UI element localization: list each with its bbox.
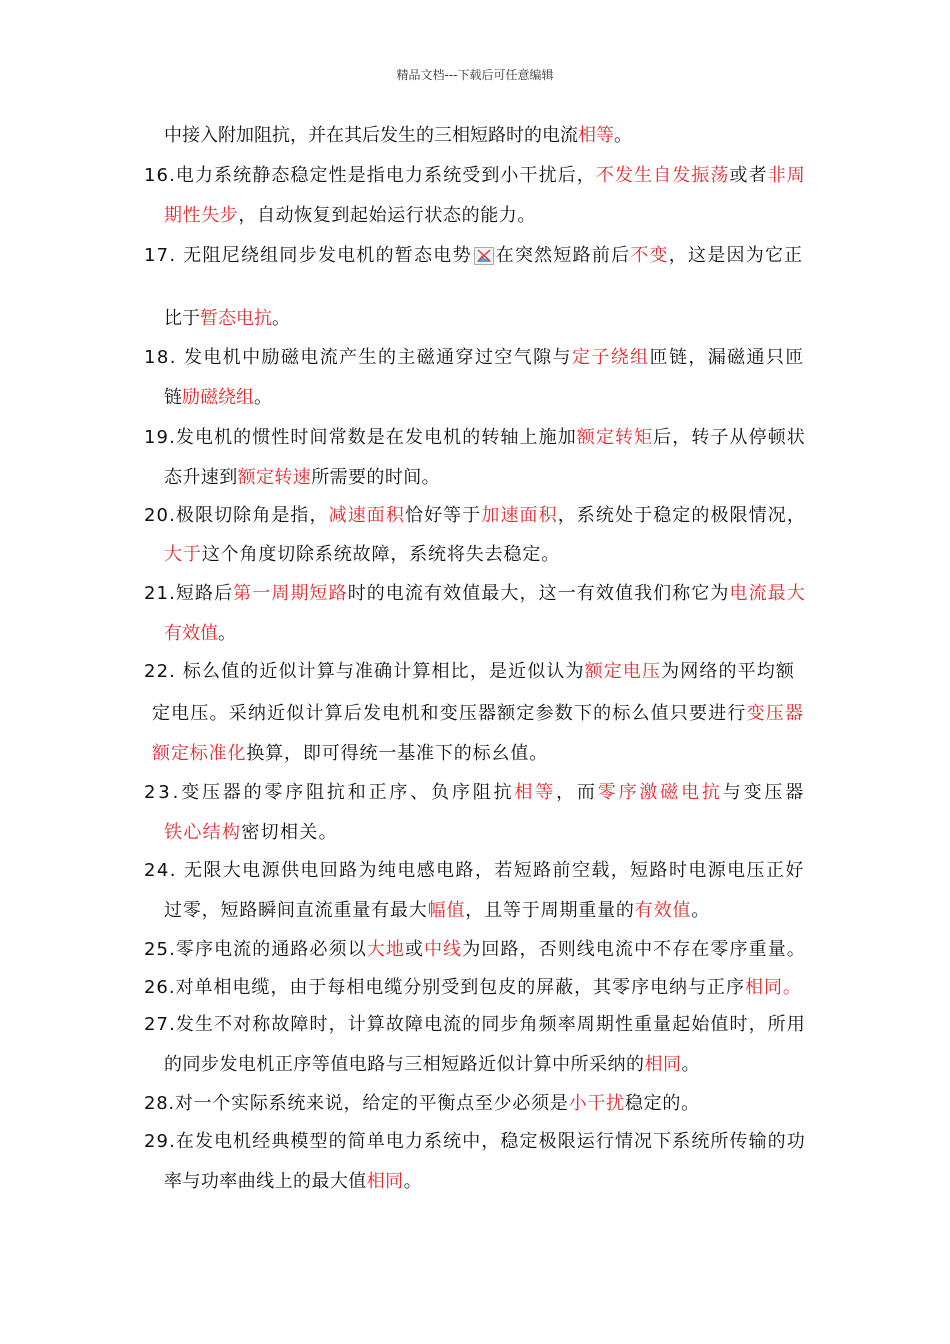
line-text: 。	[272, 308, 290, 329]
text-line	[144, 346, 805, 370]
broken-image-icon	[473, 244, 495, 268]
line-text: 。	[403, 1171, 423, 1192]
line-text: 中接入附加阻抗，并在其后发生的三相短路时的电流	[164, 125, 578, 146]
answer-text: 铁心结构	[164, 822, 242, 843]
text-line	[164, 1170, 422, 1194]
line-text: 的同步发电机正序等值电路与三相短路近似计算中所采纳的	[164, 1054, 645, 1075]
line-text: 比于	[164, 308, 200, 329]
line-text: 密切相关。	[241, 822, 338, 843]
text-line	[144, 164, 806, 188]
answer-text: 大地	[366, 939, 405, 960]
text-line	[152, 742, 548, 766]
answer-text: 第一周期短路	[233, 583, 348, 604]
line-text: 在突然短路前后	[495, 245, 631, 266]
answer-text: 减速面积	[328, 505, 405, 526]
text-line	[144, 976, 802, 1000]
line-text: 21.短路后	[144, 583, 234, 604]
text-line	[164, 1053, 700, 1077]
text-line	[164, 204, 536, 228]
text-line	[164, 622, 236, 646]
answer-text: 有效值	[634, 900, 692, 921]
line-text: 这个角度切除系统故障，系统将失去稳定。	[201, 544, 561, 565]
line-text: 19.发电机的惯性时间常数是在发电机的转轴上施加	[144, 427, 577, 448]
text-line	[144, 1092, 700, 1116]
text-line	[144, 426, 806, 450]
answer-text: 相同。	[744, 977, 802, 998]
line-text: 。	[254, 387, 272, 408]
line-text: 匝链，漏磁通只匝	[649, 347, 805, 368]
text-line	[144, 938, 806, 962]
answer-text: 额定电压	[584, 661, 662, 682]
line-text: 后，转子从停顿状	[653, 427, 806, 448]
line-text: 或者	[729, 165, 768, 186]
line-text: 18. 发电机中励磁电流产生的主磁通穿过空气隙与	[144, 347, 572, 368]
answer-text: 额定转矩	[576, 427, 654, 448]
text-line	[144, 1130, 806, 1154]
line-text: 换算，即可得统一基准下的标幺值。	[246, 743, 549, 764]
line-text: 时的电流有效值最大，这一有效值我们称它为	[347, 583, 730, 604]
text-line	[164, 543, 560, 567]
answer-text: 相同	[366, 1171, 404, 1192]
line-text: 为网络的平均额	[661, 661, 796, 682]
text-line	[164, 386, 272, 410]
answer-text: 相等	[514, 782, 557, 803]
line-text: 。	[614, 125, 632, 146]
line-text: ，自动恢复到起始运行状态的能力。	[238, 205, 537, 226]
text-line	[144, 1013, 806, 1037]
line-text: 20.极限切除角是指，	[144, 505, 329, 526]
line-text: 27.发生不对称故障时，计算故障电流的同步角频率周期性重量起始值时，所用	[144, 1014, 806, 1035]
answer-text: 加速面积	[481, 505, 558, 526]
line-text: 为回路，否则线电流中不存在零序重量。	[462, 939, 806, 960]
answer-text: 中线	[424, 939, 463, 960]
text-line	[144, 660, 795, 684]
answer-text: 期性失步	[164, 205, 239, 226]
text-line	[152, 702, 804, 726]
line-text: ，且等于周期重量的	[465, 900, 635, 921]
line-text: ，系统处于稳定的极限情况，	[557, 505, 806, 526]
line-text: 或	[404, 939, 425, 960]
line-text: 22. 标么值的近似计算与准确计算相比，是近似认为	[144, 661, 585, 682]
line-text: 态升速到	[164, 467, 238, 488]
answer-text: 小干扰	[568, 1093, 625, 1114]
line-text: 16.电力系统静态稳定性是指电力系统受到小干扰后，	[144, 165, 596, 186]
answer-text: 暂态电抗	[200, 308, 272, 329]
line-text: 26.对单相电缆，由于每相电缆分别受到包皮的屏蔽，其零序电纳与正序	[144, 977, 745, 998]
text-line	[164, 124, 632, 148]
answer-text: 幅值	[427, 900, 466, 921]
text-line	[164, 899, 710, 923]
line-text: 28.对一个实际系统来说，给定的平衡点至少必须是	[144, 1093, 569, 1114]
answer-text: 有效值	[164, 623, 218, 644]
answer-text: 定子绕组	[571, 347, 650, 368]
answer-text: 额定标准化	[152, 743, 247, 764]
answer-text: 电流最大	[729, 583, 806, 604]
line-text: 29.在发电机经典模型的简单电力系统中，稳定极限运行情况下系统所传输的功	[144, 1131, 806, 1152]
line-text: 。	[681, 1054, 700, 1075]
text-line	[144, 781, 806, 805]
answer-text: 相等	[578, 125, 614, 146]
line-text: 链	[164, 387, 182, 408]
line-text: 24. 无限大电源供电回路为纯电感电路，若短路前空载，短路时电源电压正好	[144, 860, 805, 881]
answer-text: 大于	[164, 544, 202, 565]
text-line	[164, 307, 290, 331]
line-text: 与变压器	[722, 782, 807, 803]
answer-text: 不发生自发振荡	[595, 165, 730, 186]
text-line	[144, 582, 806, 606]
text-line	[144, 244, 803, 268]
answer-text: 非周	[767, 165, 806, 186]
answer-text: 额定转速	[237, 467, 312, 488]
text-line	[144, 859, 805, 883]
line-text: 。	[218, 623, 236, 644]
line-text: 所需要的时间。	[311, 467, 441, 488]
text-line	[144, 504, 806, 528]
line-text: 25.零序电流的通路必须以	[144, 939, 367, 960]
line-text: ，而	[556, 782, 598, 803]
answer-text: 零序激磁电抗	[597, 782, 723, 803]
answer-text: 变压器	[746, 703, 805, 724]
line-text: 恰好等于	[405, 505, 482, 526]
line-text: 。	[691, 900, 711, 921]
answer-text: 励磁绕组	[182, 387, 254, 408]
line-text: ，这是因为它正	[668, 245, 804, 266]
text-line	[164, 466, 440, 490]
answer-text: 相同	[644, 1054, 682, 1075]
line-text: 过零，短路瞬间直流重量有最大	[164, 900, 428, 921]
line-text: 率与功率曲线上的最大值	[164, 1171, 367, 1192]
line-text: 稳定的。	[624, 1093, 700, 1114]
line-text: 23.变压器的零序阻抗和正序、负序阻抗	[144, 782, 515, 803]
page-header: 精品文档---下载后可任意编辑	[396, 68, 554, 82]
answer-text: 不变	[630, 245, 669, 266]
line-text: 定电压。采纳近似计算后发电机和变压器额定参数下的标么值只要进行	[152, 703, 747, 724]
line-text: 17. 无阻尼绕组同步发电机的暂态电势	[144, 245, 472, 266]
text-line	[164, 821, 338, 845]
